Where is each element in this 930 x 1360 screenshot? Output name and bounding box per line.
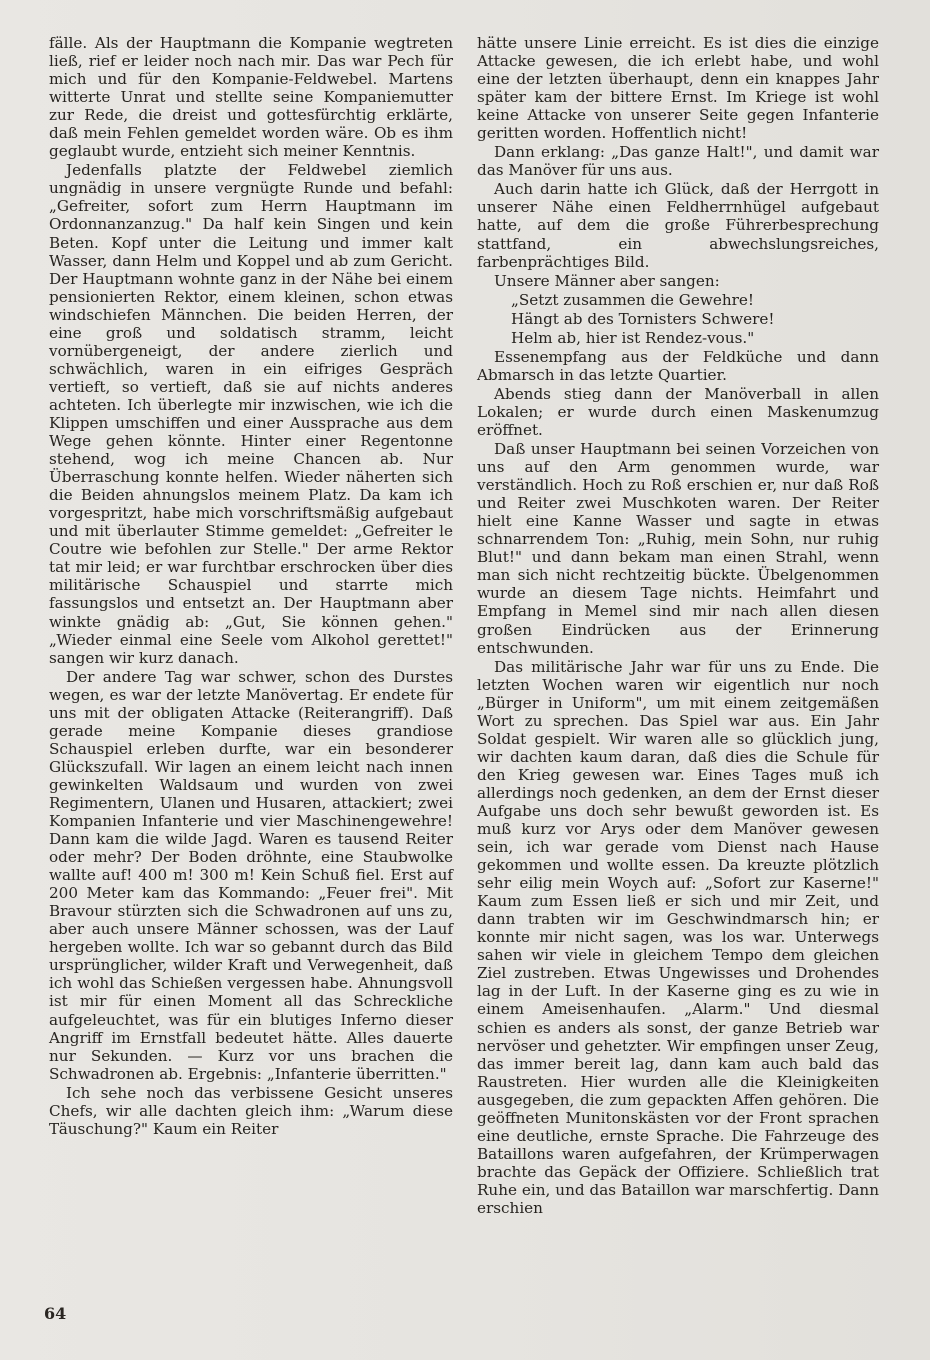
verse-line: Helm ab, hier ist Rendez-vous." <box>511 328 755 347</box>
paragraph: Dann erklang: „Das ganze Halt!", und damit war das Manöver für uns aus. <box>477 143 879 180</box>
paragraph: Der andere Tag war schwer, schon des Durstes wegen, es war der letzte Manövertag. Er endete für uns mit der obligaten Attacke (Reiterangriff). Daß gerade meine Kompanie dieses grandiose Schauspiel erleben durfte, war ein besonderer Glückszufall. Wir lagen an einem leicht nach innen gewinkelten Waldsaum und wurden von zwei Regimentern, Ulanen und Husaren, attackiert; zwei Kompanien Infanterie und vier Maschinengewehre! Dann kam die wilde Jagd. Waren es tausend Reiter oder mehr? Der Boden dröhnte, eine Staubwolke wallte auf! 400 m! 300 m! Kein Schuß fiel. Erst auf 200 Meter kam das Kommando: „Feuer frei". Mit Bravour stürzten sich die Schwadronen auf uns zu, aber auch unsere Männer schossen, was der Lauf hergeben wollte. Ich war so gebannt durch das Bild ursprünglicher, wilder Kraft und Verwegenheit, daß ich wohl das Schießen vergessen habe. Ahnungsvoll ist mir für einen Moment all das Schreckliche aufgeleuchtet, was für ein blutiges Inferno dieser Angriff im Ernstfall bedeutet hätte. Alles dauerte nur Sekunden. — Kurz vor uns brachen die Schwadronen ab. Ergebnis: „Infanterie überritten." <box>49 667 453 1083</box>
paragraph: Daß unser Hauptmann bei seinen Vorzeichen von uns auf den Arm genommen wurde, war verständlich. Hoch zu Roß erschien er, nur daß Roß und Reiter zwei Muschkoten waren. Der Reiter hielt eine Kanne Wasser und sagte in etwas schnarrendem Ton: „Ruhig, mein Sohn, nur ruhig Blut!" und dann bekam man einen Strahl, wenn man sich nicht rechtzeitig bückte. Übelgenommen wurde an diesem Tage nichts. Heimfahrt und Empfang in Memel sind mir nach allen diesen großen Eindrücken aus der Erinnerung entschwunden. <box>477 440 879 657</box>
right-text-column <box>477 34 879 1217</box>
paragraph: Das militärische Jahr war für uns zu Ende. Die letzten Wochen waren wir eigentlich nur noch „Bürger in Uniform", um mit einem zeitgemäßen Wort zu sprechen. Das Spiel war aus. Ein Jahr Soldat gespielt. Wir waren alle so glücklich jung, wir dachten kaum daran, daß dies die Schule für den Krieg gewesen war. Eines Tages muß ich allerdings noch gedenken, an dem der Ernst dieser Aufgabe uns doch sehr bewußt geworden ist. Es muß kurz vor Arys oder dem Manöver gewesen sein, ich war gerade vom Dienst nach Hause gekommen und wollte essen. Da kreuzte plötzlich sehr eilig mein Woych auf: „Sofort zur Kaserne!" Kaum zum Essen ließ er sich und mir Zeit, und dann trabten wir im Geschwindmarsch hin; er konnte mir nicht sagen, was los war. Unterwegs sahen wir viele in gleichem Tempo dem gleichen Ziel zustreben. Etwas Ungewisses und Drohendes lag in der Luft. In der Kaserne ging es zu wie in einem Ameisenhaufen. „Alarm." Und diesmal schien es anders als sonst, der ganze Betrieb war nervöser und gehetzter. Wir empfingen unser Zeug, das immer bereit lag, dann kam auch bald das Raustreten. Hier wurden alle die Kleinigkeiten ausgegeben, die zum gepackten Affen gehören. Die geöffneten Munitonskästen vor der Front sprachen eine deutliche, ernste Sprache. Die Fahrzeuge des Bataillons waren aufgefahren, der Krümperwagen brachte das Gepäck der Offiziere. Schließlich trat Ruhe ein, und das Bataillon war marschfertig. Dann erschien <box>477 657 879 1217</box>
verse-line: „Setzt zusammen die Gewehre! <box>511 290 754 309</box>
paragraph: Essenempfang aus der Feldküche und dann Abmarsch in das letzte Quartier. <box>477 347 879 384</box>
paragraph: Unsere Männer aber sangen: <box>494 271 720 290</box>
page-number: 64 <box>44 1304 67 1323</box>
paragraph: Auch darin hatte ich Glück, daß der Herrgott in unserer Nähe einen Feldherrnhügel aufgebaut hatte, auf dem die große Führerbesprechung stattfand, ein abwechslungsreiches, farbenprächtiges Bild. <box>477 180 879 271</box>
verse-line: Hängt ab des Tornisters Schwere! <box>511 309 775 328</box>
paragraph: Abends stieg dann der Manöverball in allen Lokalen; er wurde durch einen Maskenumzug eröffnet. <box>477 384 879 439</box>
paragraph: fälle. Als der Hauptmann die Kompanie wegtreten ließ, rief er leider noch nach mir. Das war Pech für mich und für den Kompanie-Feldwebel. Martens witterte Unrat und stellte seine Kompaniemutter zur Rede, die dreist und gottesfürchtig erklärte, daß mein Fehlen gemeldet worden wäre. Ob es ihm geglaubt wurde, entzieht sich meiner Kenntnis. <box>49 34 453 161</box>
paragraph: hätte unsere Linie erreicht. Es ist dies die einzige Attacke gewesen, die ich erlebt habe, und wohl eine der letzten überhaupt, denn ein knappes Jahr später kam der bittere Ernst. Im Kriege ist wohl keine Attacke von unserer Seite gegen Infanterie geritten worden. Hoffentlich nicht! <box>477 34 879 143</box>
left-text-column <box>49 34 453 1138</box>
paragraph: Ich sehe noch das verbissene Gesicht unseres Chefs, wir alle dachten gleich ihm: „Warum diese Täuschung?" Kaum ein Reiter <box>49 1083 453 1138</box>
paragraph: Jedenfalls platzte der Feldwebel ziemlich ungnädig in unsere vergnügte Runde und befahl: „Gefreiter, sofort zum Herrn Hauptmann im Ordonnanzanzug." Da half kein Singen und kein Beten. Kopf unter die Leitung und immer kalt Wasser, dann Helm und Koppel und ab zum Gericht. Der Hauptmann wohnte ganz in der Nähe bei einem pensionierten Rektor, einem kleinen, schon etwas windschiefen Männchen. Die beiden Herren, der eine groß und soldatisch stramm, leicht vornübergeneigt, der andere zierlich und schwächlich, waren in ein eifriges Gespräch vertieft, so vertieft, daß sie auf nichts anderes achteten. Ich überlegte mir inzwischen, wie ich die Klippen umschiffen und einer Aussprache aus dem Wege gehen könnte. Hinter einer Regentonne stehend, wog ich meine Chancen ab. Nur Überraschung konnte helfen. Wieder näherten sich die Beiden ahnungslos meinem Platz. Da kam ich vorgespritzt, habe mich vorschriftsmäßig aufgebaut und mit überlauter Stimme gemeldet: „Gefreiter le Coutre wie befohlen zur Stelle." Der arme Rektor tat mir leid; er war furchtbar erschrocken über dies militärische Schauspiel und starrte mich fassungslos und entsetzt an. Der Hauptmann aber winkte gnädig ab: „Gut, Sie können gehen." „Wieder einmal eine Seele vom Alkohol gerettet!" sangen wir kurz danach. <box>49 161 453 667</box>
